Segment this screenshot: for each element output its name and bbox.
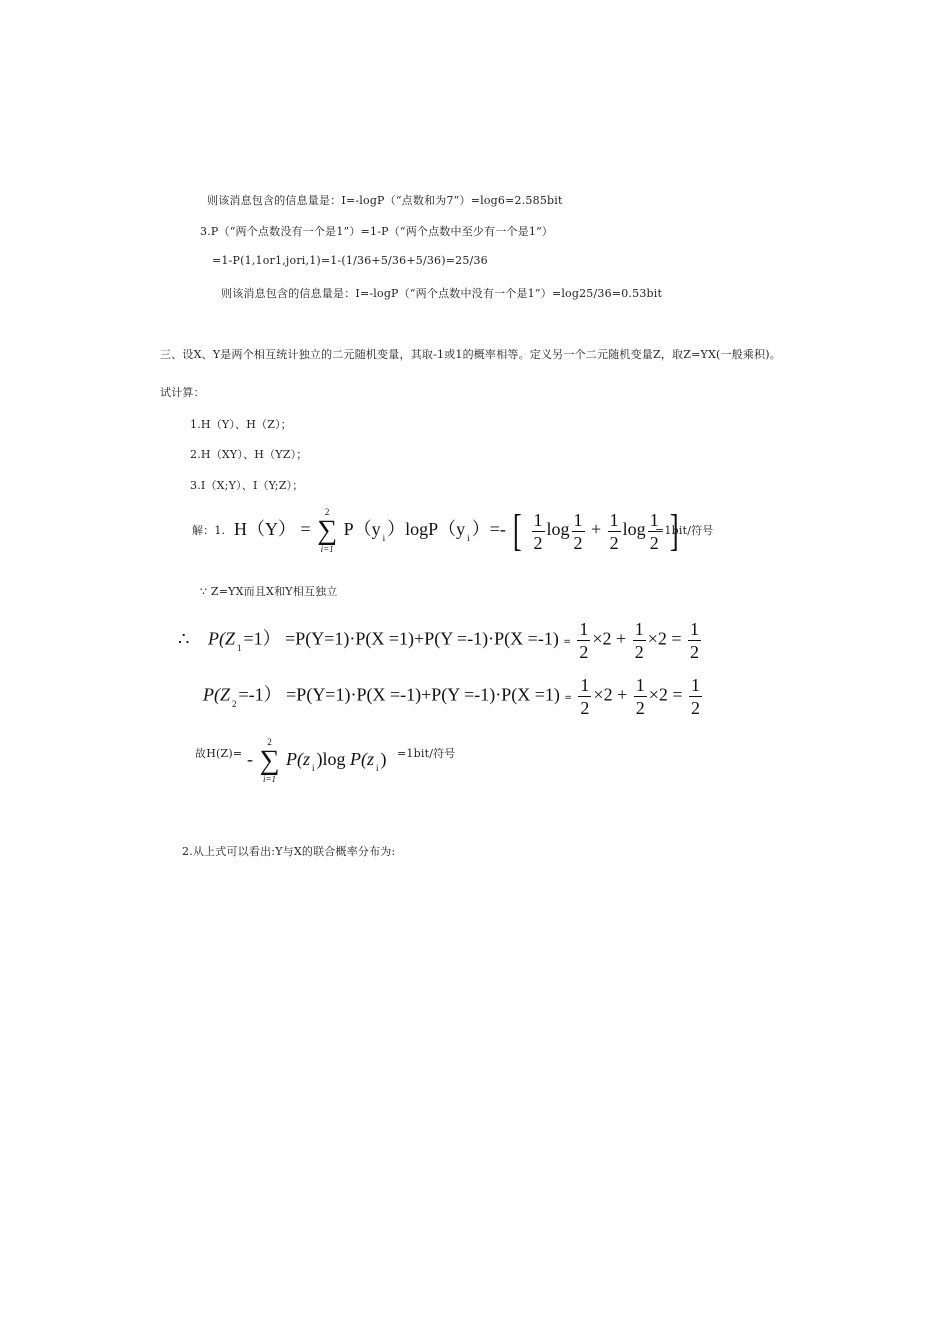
eq1-term2: ）logP（y — [387, 519, 466, 540]
frac-den: 2 — [691, 698, 701, 718]
eq4-body1: P(z — [285, 749, 310, 770]
frac-den: 2 — [609, 532, 619, 553]
equation-p-z2 — [203, 676, 704, 717]
frac-den: 2 — [579, 642, 589, 662]
eq4-body3: P(z — [349, 749, 374, 770]
eq2-equals: = — [671, 628, 682, 649]
eq1-sub-i: i — [382, 533, 386, 544]
frac-num: 1 — [573, 509, 583, 530]
hz-label: 故H(Z)= — [195, 747, 243, 760]
frac-den: 2 — [634, 642, 644, 662]
eq1-plus: + — [591, 519, 602, 540]
equation-entropy-y — [234, 508, 682, 554]
eq2-times-2: ×2 — [647, 628, 667, 649]
eq2-lhs: P(Z — [207, 628, 235, 649]
question-2: 2.H（XY）、H（YZ）； — [190, 448, 308, 461]
frac-num: 1 — [580, 675, 590, 695]
eq2-sub-1: 1 — [236, 642, 242, 653]
eq3-times-2: ×2 — [648, 684, 668, 705]
frac-num: 1 — [533, 509, 543, 530]
eq4-sub-i: i — [311, 763, 315, 774]
because-line: ∵ Z=YX而且X和Y相互独立 — [200, 585, 338, 598]
equation-entropy-z — [247, 738, 387, 784]
eq2-eqsmall: = — [563, 637, 571, 648]
sigma-icon: ∑ — [317, 515, 338, 546]
frac-den: 2 — [580, 698, 590, 718]
eq3-eqsmall: = — [564, 693, 572, 704]
eq3-plus: + — [617, 684, 628, 705]
eq1-lhs: H（Y） — [234, 519, 296, 540]
sigma-icon: ∑ — [259, 745, 280, 776]
frac-num: 1 — [609, 509, 619, 530]
text-line-1: 则该消息包含的信息量是：I=-logP（“点数和为7”）=log6=2.585bit — [207, 194, 563, 207]
eq1-sum-top: 2 — [324, 507, 330, 517]
eq3-lhs: P(Z — [203, 684, 230, 705]
eq4-body4: ) — [380, 749, 387, 770]
frac-num: 1 — [634, 619, 644, 639]
eq4-body2: )log — [316, 749, 346, 770]
text-line-4: 则该消息包含的信息量是：I=-logP（“两个点数中没有一个是1”）=log25/36=0.53bit — [221, 287, 663, 300]
eq4-sub-i-2: i — [375, 763, 379, 774]
eq1-sum-bottom: i=1 — [320, 544, 334, 554]
eq4-minus: - — [247, 749, 253, 770]
frac-num: 1 — [690, 619, 699, 639]
eq2-lhs2: =1） — [243, 628, 281, 649]
frac-num: 1 — [579, 619, 589, 639]
problem-three-statement: 三、设X、Y是两个相互统计独立的二元随机变量，其取-1或1的概率相等。定义另一个二元随机变量Z，取Z=YX(一般乘积)。 — [160, 348, 781, 361]
eq4-result: =1bit/符号 — [397, 747, 456, 760]
eq3-times-1: ×2 — [593, 684, 613, 705]
text-line-2: 3.P（“两个点数没有一个是1”）=1-P（“两个点数中至少有一个是1”） — [200, 225, 554, 238]
eq1-term: P（y — [343, 519, 381, 540]
eq1-log-2: log — [622, 519, 646, 540]
eq2-rhs: =P(Y=1)·P(X =1)+P(Y =-1)·P(X =-1) — [285, 628, 559, 649]
right-bracket-icon: ] — [670, 506, 679, 555]
frac-den: 2 — [649, 532, 659, 553]
solution-label: 解：1. — [192, 524, 226, 537]
eq3-frac-2 — [634, 676, 647, 717]
text-line-3: =1-P(1,1or1,jori,1)=1-(1/36+5/36+5/36)=25/36 — [212, 254, 488, 267]
eq3-lhs2: =-1） — [238, 684, 282, 705]
eq2-frac-2 — [633, 620, 646, 661]
therefore-icon: ∴ — [178, 628, 190, 649]
eq1-arrow: = — [300, 519, 311, 540]
eq3-equals: = — [672, 684, 683, 705]
eq1-sub-i-2: i — [467, 533, 470, 544]
eq2-times-1: ×2 — [592, 628, 612, 649]
equation-p-z1 — [178, 620, 703, 661]
eq1-result: =1bit/符号 — [655, 524, 714, 537]
frac-num: 1 — [649, 509, 659, 530]
eq4-sum-bottom: i=1 — [262, 774, 277, 784]
frac-num: 1 — [691, 675, 701, 695]
eq3-rhs: =P(Y=1)·P(X =-1)+P(Y =-1)·P(X =1) — [286, 684, 560, 705]
try-compute-label: 试计算： — [160, 386, 205, 399]
eq1-frac-1 — [532, 511, 545, 552]
eq1-log-1: log — [546, 519, 570, 540]
left-bracket-icon: [ — [513, 506, 523, 555]
eq3-sub-2: 2 — [232, 698, 237, 709]
eq1-frac-2 — [572, 511, 585, 552]
eq4-summation — [260, 738, 280, 784]
eq1-summation — [317, 508, 337, 554]
eq3-frac-1 — [578, 676, 591, 717]
frac-den: 2 — [635, 698, 645, 718]
part-two-line: 2.从上式可以看出:Y与X的联合概率分布为: — [182, 845, 396, 858]
eq1-frac-3 — [608, 511, 621, 552]
eq2-frac-1 — [577, 620, 590, 661]
eq3-frac-3 — [689, 676, 702, 717]
eq2-frac-3 — [688, 620, 701, 661]
question-1: 1.H（Y）、H（Z）； — [190, 418, 292, 431]
frac-den: 2 — [690, 642, 699, 662]
eq4-sum-top: 2 — [267, 737, 272, 747]
frac-num: 1 — [635, 675, 645, 695]
eq2-plus: + — [616, 628, 627, 649]
frac-den: 2 — [573, 532, 583, 553]
eq1-term3: ）=- — [471, 519, 506, 540]
question-3: 3.I（X;Y）、I（Y;Z）； — [190, 479, 304, 492]
frac-den: 2 — [533, 532, 543, 553]
